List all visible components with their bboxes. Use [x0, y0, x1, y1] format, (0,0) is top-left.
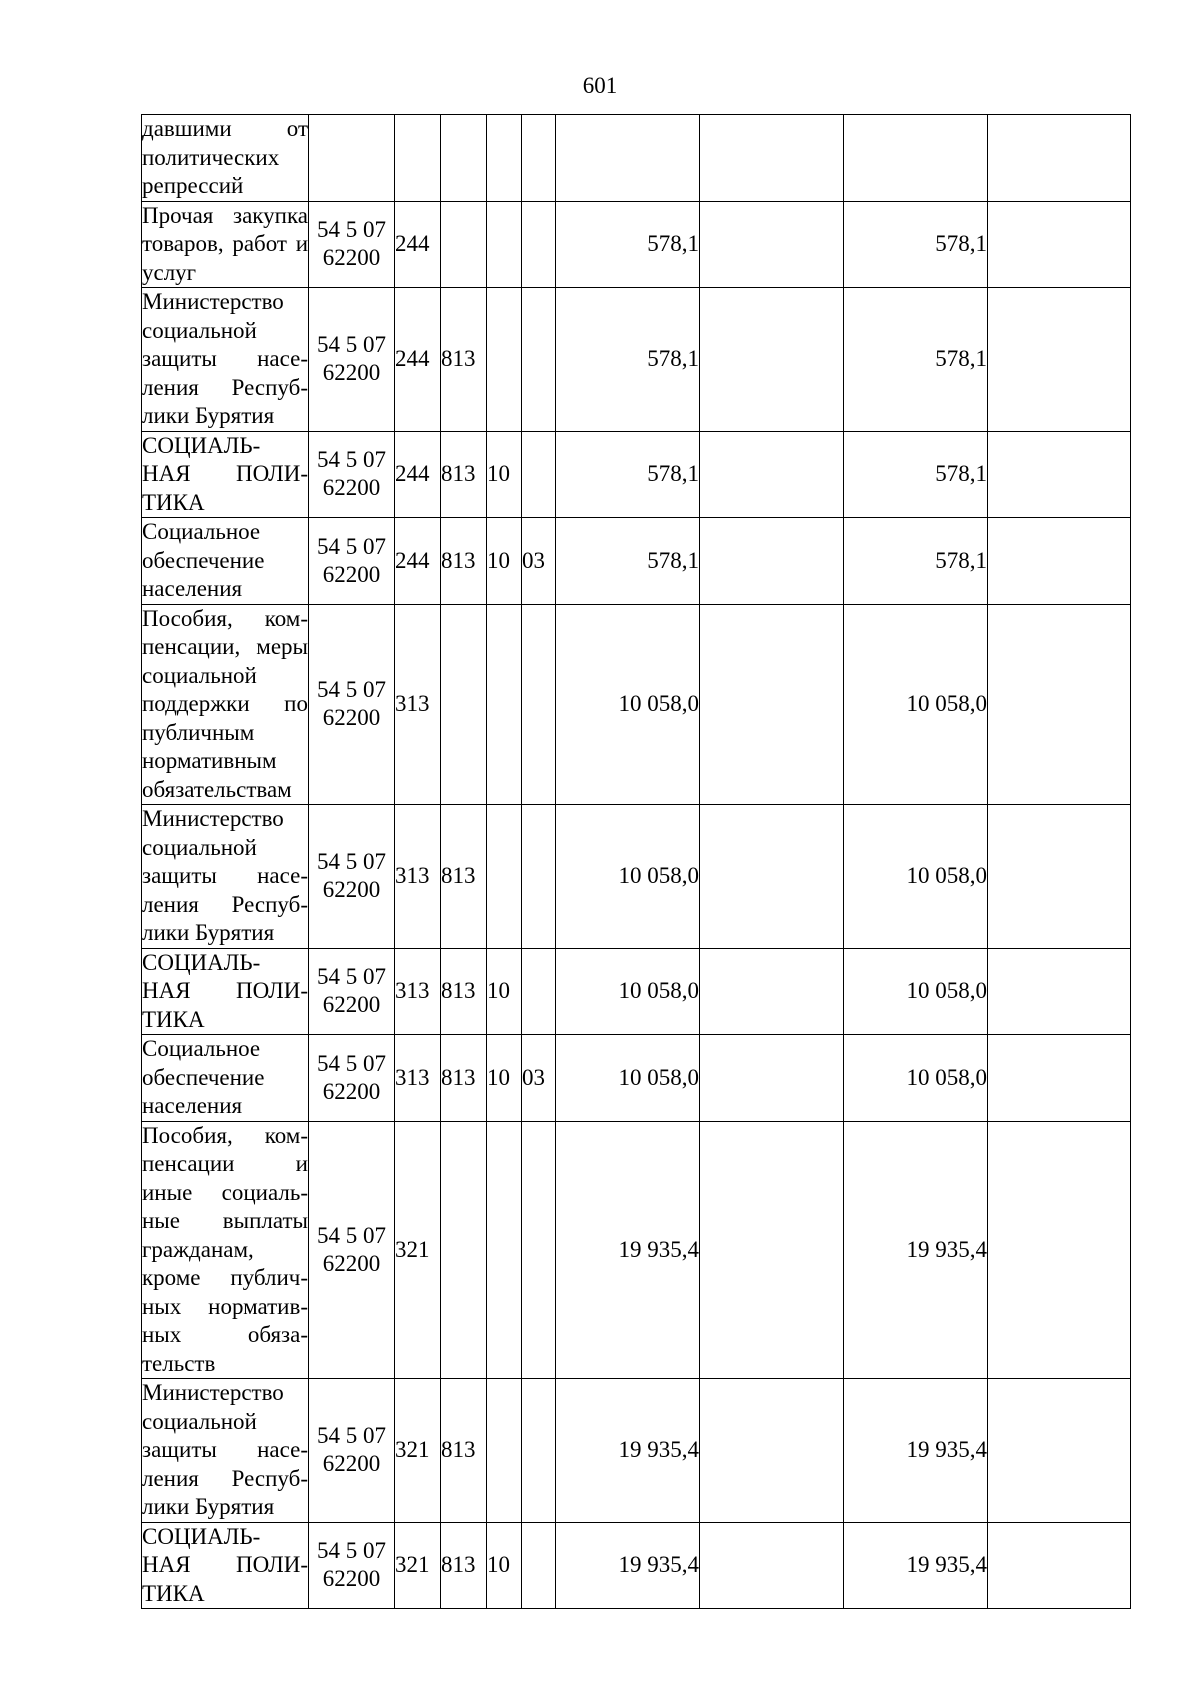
row-name: Министерство социальной защиты насе- ления Респуб- лики Бурятия — [142, 289, 308, 428]
grbs-cell — [441, 115, 487, 202]
csr-cell: 54 5 07 62200 — [309, 1379, 395, 1523]
sum-cell-4 — [988, 604, 1131, 805]
grbs-cell: 813 — [441, 288, 487, 432]
table-row — [142, 518, 1131, 605]
csr-cell: 54 5 07 62200 — [309, 948, 395, 1035]
budget-table — [141, 114, 1131, 1609]
sum-cell-4 — [988, 1121, 1131, 1379]
grbs-cell: 813 — [441, 1522, 487, 1609]
sum-cell-3: 19 935,4 — [844, 1379, 988, 1523]
vr-cell: 321 — [395, 1379, 441, 1523]
row-name: Прочая закупка товаров, работ и услуг — [142, 202, 308, 285]
sum-cell-3: 19 935,4 — [844, 1121, 988, 1379]
table-row — [142, 1522, 1131, 1609]
pr-cell — [522, 201, 556, 288]
sum-cell-3: 10 058,0 — [844, 948, 988, 1035]
sum-cell-1: 19 935,4 — [556, 1522, 700, 1609]
sum-cell-1: 10 058,0 — [556, 948, 700, 1035]
vr-cell: 244 — [395, 431, 441, 518]
grbs-cell: 813 — [441, 1379, 487, 1523]
table-row — [142, 805, 1131, 949]
sum-cell-3: 10 058,0 — [844, 1035, 988, 1122]
sum-cell-2 — [700, 1035, 844, 1122]
sum-cell-4 — [988, 805, 1131, 949]
sum-cell-2 — [700, 431, 844, 518]
csr-cell: 54 5 07 62200 — [309, 518, 395, 605]
csr-cell: 54 5 07 62200 — [309, 604, 395, 805]
vr-cell: 244 — [395, 288, 441, 432]
csr-cell: 54 5 07 62200 — [309, 1035, 395, 1122]
sum-cell-4 — [988, 948, 1131, 1035]
sum-cell-2 — [700, 1522, 844, 1609]
grbs-cell: 813 — [441, 431, 487, 518]
sum-cell-4 — [988, 201, 1131, 288]
rz-cell: 10 — [487, 1522, 522, 1609]
table-row — [142, 1379, 1131, 1523]
row-name: СОЦИАЛЬ- НАЯ ПОЛИ- ТИКА — [142, 432, 308, 515]
vr-cell: 313 — [395, 604, 441, 805]
sum-cell-4 — [988, 431, 1131, 518]
rz-cell: 10 — [487, 431, 522, 518]
sum-cell-1: 10 058,0 — [556, 1035, 700, 1122]
vr-cell: 244 — [395, 201, 441, 288]
sum-cell-4 — [988, 115, 1131, 202]
sum-cell-1: 578,1 — [556, 201, 700, 288]
row-name-cell — [142, 518, 309, 605]
sum-cell-3: 19 935,4 — [844, 1522, 988, 1609]
table-row — [142, 1035, 1131, 1122]
sum-cell-1: 10 058,0 — [556, 604, 700, 805]
table-row — [142, 115, 1131, 202]
grbs-cell: 813 — [441, 518, 487, 605]
sum-cell-4 — [988, 1379, 1131, 1523]
rz-cell — [487, 1379, 522, 1523]
sum-cell-3: 578,1 — [844, 431, 988, 518]
sum-cell-4 — [988, 1035, 1131, 1122]
row-name-cell — [142, 1121, 309, 1379]
grbs-cell — [441, 604, 487, 805]
sum-cell-1: 578,1 — [556, 431, 700, 518]
rz-cell — [487, 805, 522, 949]
vr-cell: 244 — [395, 518, 441, 605]
row-name: Пособия, ком- пенсации и иные социаль- ные выплаты гражданам, кроме публич- ных норматив- ных обяза- тельств — [142, 1122, 308, 1376]
rz-cell: 10 — [487, 518, 522, 605]
csr-cell: 54 5 07 62200 — [309, 1121, 395, 1379]
sum-cell-2 — [700, 1379, 844, 1523]
csr-cell: 54 5 07 62200 — [309, 288, 395, 432]
table-row — [142, 288, 1131, 432]
rz-cell — [487, 1121, 522, 1379]
sum-cell-3 — [844, 115, 988, 202]
csr-cell — [309, 115, 395, 202]
sum-cell-1: 10 058,0 — [556, 805, 700, 949]
sum-cell-2 — [700, 805, 844, 949]
row-name-cell — [142, 431, 309, 518]
sum-cell-1: 19 935,4 — [556, 1121, 700, 1379]
row-name: СОЦИАЛЬ- НАЯ ПОЛИ- ТИКА — [142, 1523, 308, 1606]
sum-cell-2 — [700, 288, 844, 432]
pr-cell — [522, 805, 556, 949]
csr-cell: 54 5 07 62200 — [309, 201, 395, 288]
row-name: давшими от политических репрессий — [142, 116, 308, 198]
vr-cell: 313 — [395, 1035, 441, 1122]
grbs-cell — [441, 201, 487, 288]
pr-cell — [522, 1522, 556, 1609]
sum-cell-2 — [700, 1121, 844, 1379]
pr-cell — [522, 431, 556, 518]
sum-cell-4 — [988, 1522, 1131, 1609]
grbs-cell — [441, 1121, 487, 1379]
grbs-cell: 813 — [441, 948, 487, 1035]
rz-cell — [487, 201, 522, 288]
rz-cell — [487, 288, 522, 432]
row-name-cell — [142, 201, 309, 288]
sum-cell-3: 578,1 — [844, 201, 988, 288]
row-name-cell — [142, 115, 309, 202]
rz-cell — [487, 115, 522, 202]
sum-cell-4 — [988, 288, 1131, 432]
row-name: Социальное обеспечение населения — [142, 519, 265, 601]
pr-cell — [522, 288, 556, 432]
sum-cell-2 — [700, 201, 844, 288]
sum-cell-1 — [556, 115, 700, 202]
table-row — [142, 604, 1131, 805]
row-name-cell — [142, 805, 309, 949]
vr-cell — [395, 115, 441, 202]
vr-cell: 313 — [395, 948, 441, 1035]
pr-cell — [522, 1121, 556, 1379]
rz-cell — [487, 604, 522, 805]
table-row — [142, 948, 1131, 1035]
sum-cell-2 — [700, 948, 844, 1035]
rz-cell: 10 — [487, 948, 522, 1035]
pr-cell — [522, 115, 556, 202]
row-name: Министерство социальной защиты насе- ления Респуб- лики Бурятия — [142, 806, 308, 945]
row-name-cell — [142, 1035, 309, 1122]
sum-cell-3: 10 058,0 — [844, 604, 988, 805]
sum-cell-3: 10 058,0 — [844, 805, 988, 949]
table-row — [142, 1121, 1131, 1379]
pr-cell: 03 — [522, 518, 556, 605]
pr-cell — [522, 604, 556, 805]
sum-cell-3: 578,1 — [844, 518, 988, 605]
row-name-cell — [142, 288, 309, 432]
pr-cell: 03 — [522, 1035, 556, 1122]
vr-cell: 321 — [395, 1121, 441, 1379]
sum-cell-2 — [700, 518, 844, 605]
row-name: Социальное обеспечение населения — [142, 1036, 265, 1118]
sum-cell-4 — [988, 518, 1131, 605]
row-name-cell — [142, 604, 309, 805]
grbs-cell: 813 — [441, 1035, 487, 1122]
rz-cell: 10 — [487, 1035, 522, 1122]
sum-cell-2 — [700, 604, 844, 805]
vr-cell: 313 — [395, 805, 441, 949]
sum-cell-1: 578,1 — [556, 288, 700, 432]
table-row — [142, 431, 1131, 518]
sum-cell-1: 578,1 — [556, 518, 700, 605]
row-name-cell — [142, 1522, 309, 1609]
row-name-cell — [142, 1379, 309, 1523]
vr-cell: 321 — [395, 1522, 441, 1609]
pr-cell — [522, 1379, 556, 1523]
row-name-cell — [142, 948, 309, 1035]
row-name: Министерство социальной защиты насе- ления Респуб- лики Бурятия — [142, 1380, 308, 1519]
grbs-cell: 813 — [441, 805, 487, 949]
csr-cell: 54 5 07 62200 — [309, 431, 395, 518]
sum-cell-2 — [700, 115, 844, 202]
pr-cell — [522, 948, 556, 1035]
sum-cell-1: 19 935,4 — [556, 1379, 700, 1523]
csr-cell: 54 5 07 62200 — [309, 805, 395, 949]
table-row — [142, 201, 1131, 288]
row-name: Пособия, ком- пенсации, меры социальной поддержки по публичным нормативным обязательствам — [142, 605, 308, 802]
page-number: 601 — [582, 73, 618, 98]
csr-cell: 54 5 07 62200 — [309, 1522, 395, 1609]
row-name: СОЦИАЛЬ- НАЯ ПОЛИ- ТИКА — [142, 949, 308, 1032]
sum-cell-3: 578,1 — [844, 288, 988, 432]
